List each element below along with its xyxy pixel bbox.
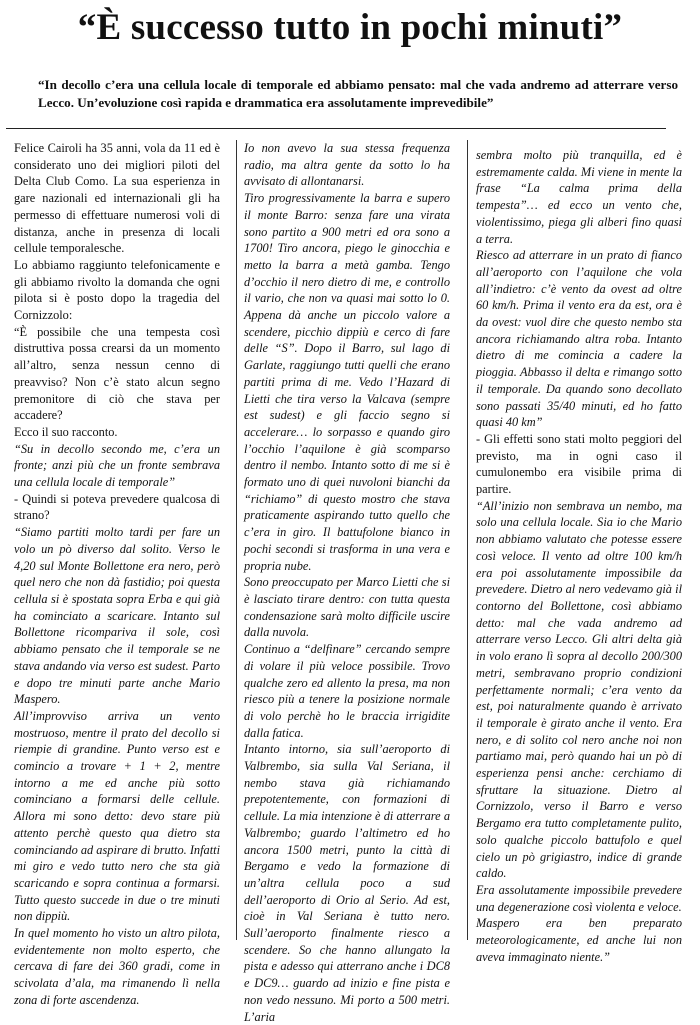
article-title: “È successo tutto in pochi minuti” [77,7,623,48]
paragraph: Ecco il suo racconto. [14,424,118,439]
paragraph: “È possibile che una tempesta così distruttiva possa crearsi da un momento all’altro, senza nessun cenno di preavviso? Non c’è stato alcun segno premonitore di ciò che stava per accadere? [14,324,220,423]
paragraph: In quel momento ho visto un altro pilota, evidentemente non molto esperto, che cercava di fare dei 360 gradi, come in scivolata d’ala, ma rimanendo lì nella zona di forte ascendenza. [14,926,220,1007]
paragraph: “Su in decollo secondo me, c’era un fronte; anzi più che un fronte sembrava una cellula locale di temporale” [14,441,220,490]
paragraph: Felice Cairoli ha 35 anni, vola da 11 ed è considerato uno dei migliori piloti del Delta Club Como. La sua esperienza in gare nazionali ed internazionali gli ha permesso di effettuare numerosi voli di distanza, anche in presenza di locali cellule temporalesche. [14,141,220,256]
article-column-3 [476,147,682,964]
article-column-2 [244,140,450,1024]
paragraph: Tiro progressivamente la barra e supero il monte Barro: senza fare una virata sono partito a 900 metri ed ora sono a 1700! Tiro ancora, piego le ginocchia e metto la barra a metà gamba. Tengo d’occhio il nero dietro di me, e controllo il vario, che non va quasi mai sotto lo 0. Appena dà anche un piccolo valore a scendere, picchio dippiù e cerco di fare delle “S”. Dopo il Barro, sul lago di Garlate, raggiungo tutti quelli che erano partiti prima di me. Vedo l’Hazard di Lietti che tira verso la Valcava (sempre est sudest) e gli faccio segno si accelerare… lo sorpasso e quando giro l’occhio l’aquilone è già scomparso dentro il nembo. Intanto sotto di me si è formato uno di quei nuvoloni bianchi da “richiamo” di questo mostro che stava praticamente aspirando tutto quello che c’era in giro. Il battufolone bianco in pochi secondi si trasforma in una vera e propria nube. [244,191,450,573]
article-subtitle: “In decollo c’era una cellula locale di temporale ed abbiamo pensato: mal che vada andremo ad atterrare verso Lecco. Un’evoluzione così rapida e drammatica era assolutamente imprevedibile” [38,77,678,110]
paragraph: sembra molto più tranquilla, ed è estremamente calda. Mi viene in mente la frase “La calma prima della tempesta”… ed ecco un vento che, violentissimo, piega gli alberi fino quasi a terra. [476,148,682,246]
paragraph: Maspero era ben preparato meteorologicamente, ed anche lui non aveva immaginato niente.” [476,916,682,964]
paragraph: Era assolutamente impossibile prevedere una degenerazione così violenta e veloce. [476,882,682,914]
paragraph: Riesco ad atterrare in un prato di fianco all’aeroporto con l’aquilone che vola all’indietro: c’è vento da ovest ad oltre 60 km/h. Prima il vento era da est, ora è da ovest: vuol dire che questo nembo sta ancora richiamando altra roba. Intanto dietro di me comincia a cadere la pioggia. Abbasso il delta e rimango sotto il temporale. Da quando sono decollato sono passati 35/40 minuti, ed ho fatto quasi 40 km” [476,248,682,430]
paragraph: “Siamo partiti molto tardi per fare un volo un pò diverso dal solito. Verso le 4,20 sul Monte Bollettone era nero, però quel nero che non dà fastidio; poi questa cellula si è spostata sopra Erba e qui già ha cominciato a scaricare. Intanto sul Bollettone ricompariva il sole, così abbiamo pensato che il temporale se ne stava andando via verso est sudest. Parto e dopo tre minuti parte anche Mario Maspero. [14,525,220,707]
column-divider [236,140,237,940]
column-divider [467,140,468,940]
article-column-1 [14,140,220,1007]
paragraph: - Gli effetti sono stati molto peggiori del previsto, ma in ogni caso il cumulonembo era visibile prima di partire. [476,431,682,497]
paragraph: Sono preoccupato per Marco Lietti che si è lasciato tirare dentro: con tutta questa condensazione sarà molto difficile uscire dalla nuvola. [244,575,450,640]
paragraph: Continuo a “delfinare” cercando sempre di volare il più veloce possibile. Trovo qualche zero ed allento la presa, ma non riesco più a tenere la posizione normale di volo perchè ho le braccia irrigidite dalla fatica. [244,642,450,740]
paragraph: “All’inizio non sembrava un nembo, ma solo una cellula locale. Sia io che Mario non abbiamo valutato che potesse essere così veloce. Il vento ad oltre 100 km/h era poi assolutamente impossibile da prevedere. Dietro al nero vedevamo già il contorno del Bollettone, così abbiamo detto: mal che vada andremo ad atterrare verso Lecco. Gli altri delta già in volo erano lì sopra al decollo 200/300 metri, sembravano proprio condizioni perfettamente normali; c’era vento da est, poi naturalmente quando è arrivato il temporale è girato anche il vento. Era nero, e di solito col nero anche noi non partiamo mai, però quando hai un pò di esperienza pensi anche: cerchiamo di sfruttare la situazione. Dietro al Cornizzolo, verso il Barro e verso Bergamo era tutto completamente pulito, solo qualche piccolo battufolo e quel cielo un pò grigiastro, indice di grande caldo. [476,498,682,881]
paragraph: - Quindi si poteva prevedere qualcosa di strano? [14,491,220,523]
paragraph: Intanto intorno, sia sull’aeroporto di Valbrembo, sia sulla Val Seriana, il nembo stava già richiamando prepotentemente, con formazioni di cellule. La mia intenzione è di atterrare a Valbrembo; guardo l’altimetro ed ho ancora 1500 metri, punto la città di Bergamo e vedo la formazione di un’altra cellula poco a sud dell’aeroporto di Orio al Serio. Ad est, cioè in Val Seriana è tutto nero. Sull’aeroporto finalmente riesco a scendere. So che hanno allungato la pista e adesso qui atterrano anche i DC8 e DC9… guardo ad inizio e fine pista e non vedo nessuno. Mi porto a 500 metri. L’aria [244,742,450,1024]
header-rule [6,128,666,129]
paragraph: Lo abbiamo raggiunto telefonicamente e gli abbiamo rivolto la domanda che ogni pilota si è posto dopo la tragedia del Cornizzolo: [14,257,220,323]
paragraph: All’improvviso arriva un vento mostruoso, mentre il prato del decollo si riempie di grandine. Punto verso est e comincio a trovare + 1 + 2, mentre intorno a me ed anche più sotto cominciano a formarsi delle cellule. Allora mi sono detto: devo stare più attento perchè questo qua dietro sta cominciando ad aspirare di brutto. Infatti mi giro e vedo tutto nero che sta già scaricando e sopra continua a formarsi. Tutto questo succede in due o tre minuti non dippiù. [14,708,220,924]
paragraph: Io non avevo la sua stessa frequenza radio, ma altra gente da sotto lo ha avvisato di allontanarsi. [244,141,450,189]
